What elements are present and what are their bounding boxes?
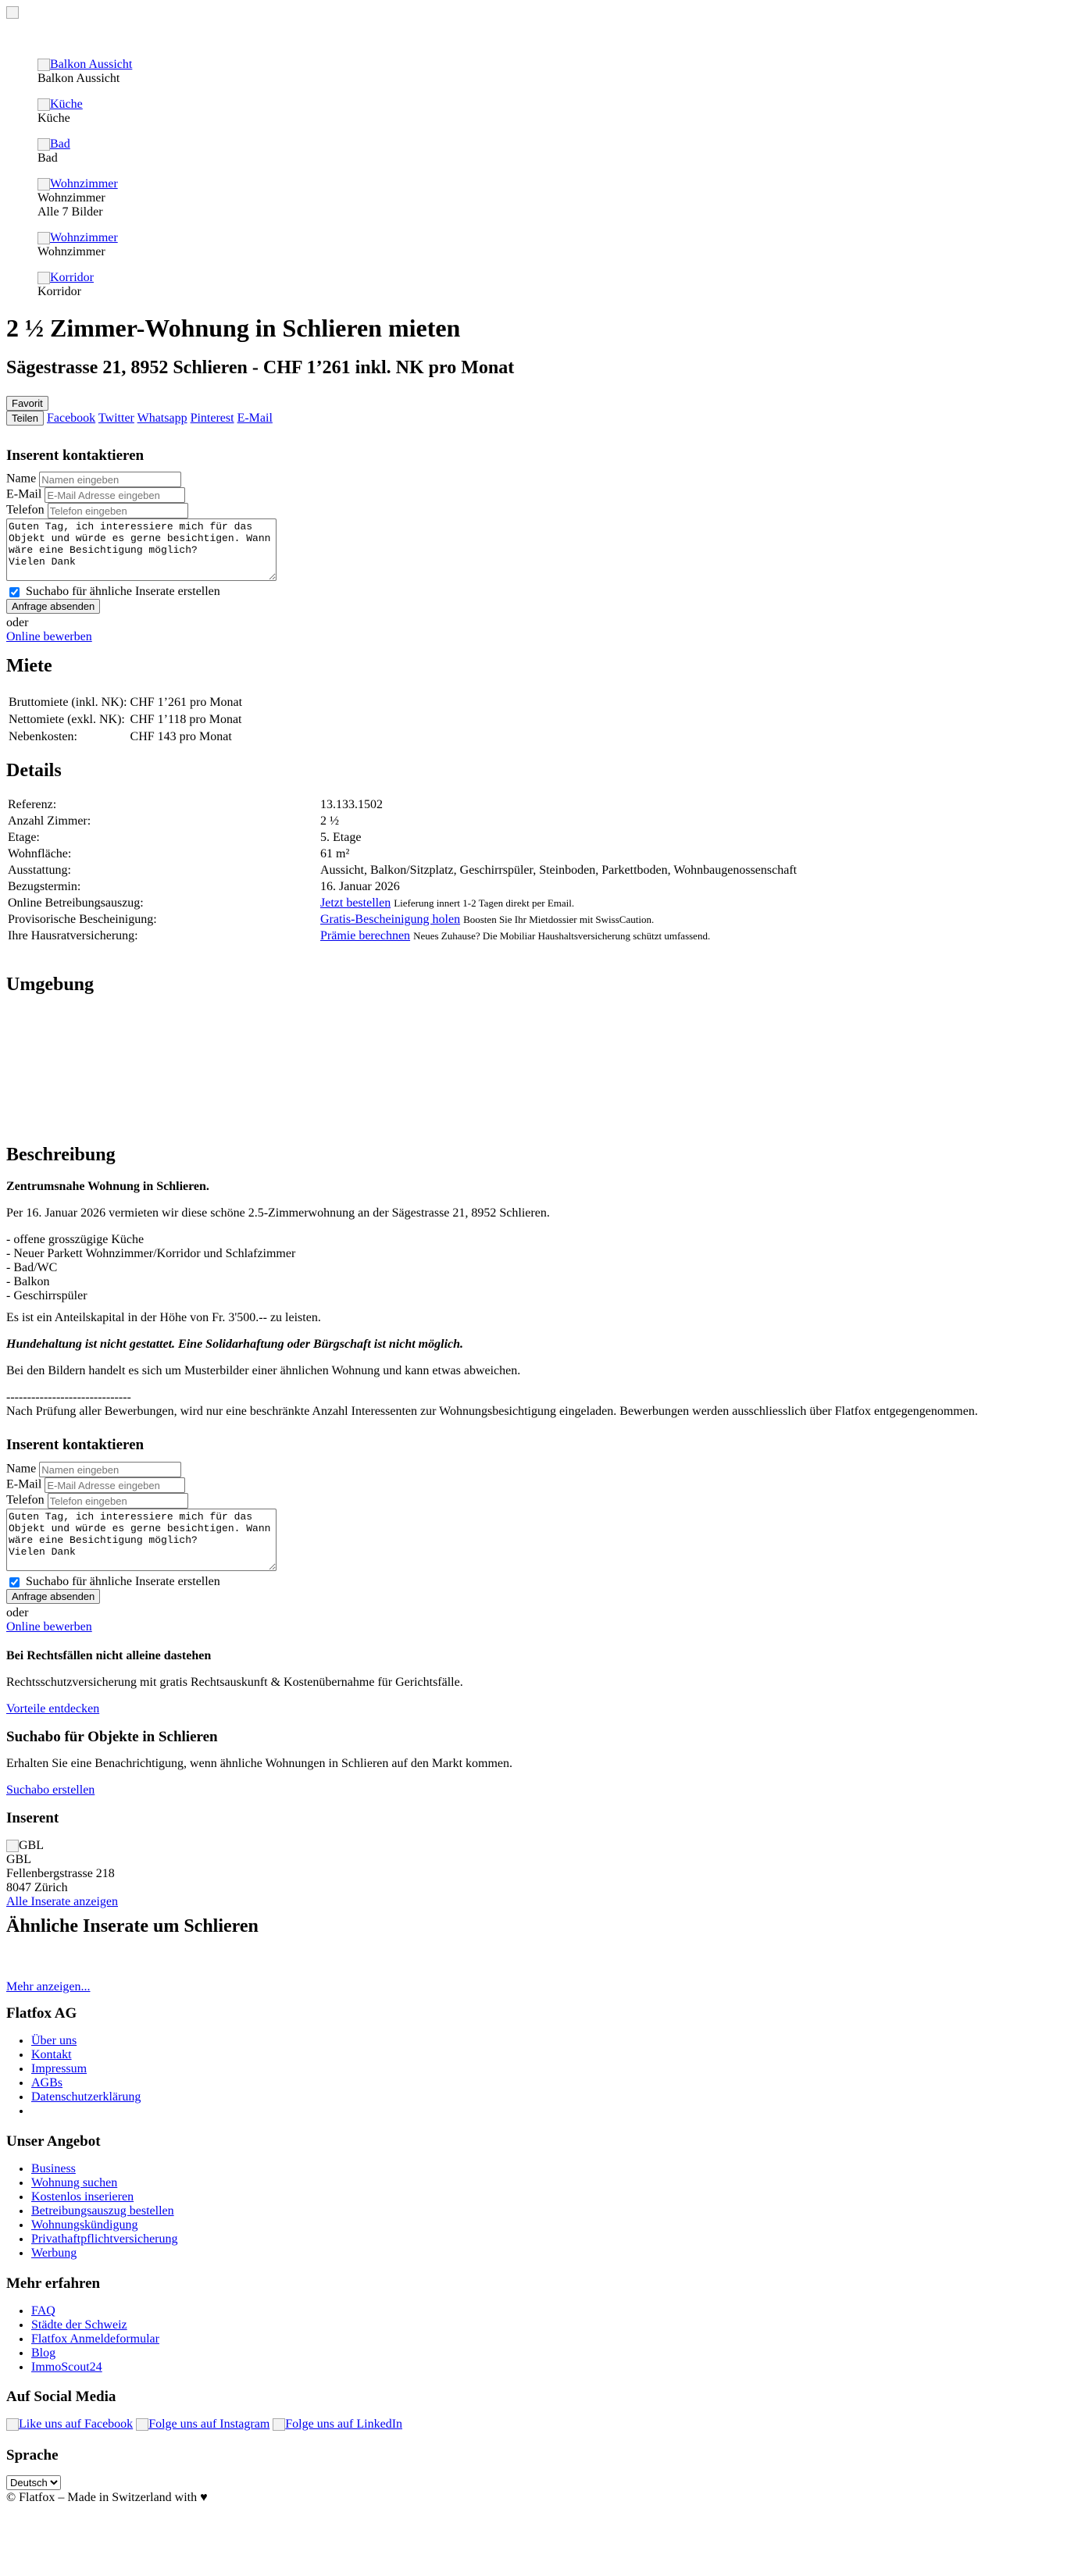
detail-label: Wohnfläche: [8, 847, 72, 860]
share-pinterest-link[interactable]: Pinterest [190, 412, 234, 425]
gallery-link[interactable] [37, 137, 70, 151]
detail-label: Provisorische Bescheinigung: [8, 913, 157, 926]
submit-row [6, 599, 100, 614]
detail-value [320, 929, 710, 943]
name-row [6, 472, 181, 487]
list-item [31, 2218, 178, 2232]
details-heading: Details [6, 761, 62, 781]
search-alert-text: Erhalten Sie eine Benachrichtigung, wenn ähnliche Wohnungen in Schlieren auf den Markt kommen. [6, 1757, 513, 1770]
list-item: - Bad/WC [6, 1261, 58, 1274]
email-row [6, 1477, 185, 1493]
table-row [8, 695, 243, 711]
list-item [31, 2090, 141, 2104]
share-email-link[interactable]: E-Mail [237, 412, 273, 425]
facebook-label: Like uns auf Facebook [19, 2417, 134, 2431]
phone-row [6, 503, 188, 518]
footer-learn-heading: Mehr erfahren [6, 2275, 101, 2292]
table-row [8, 712, 243, 728]
rent-label: Bruttomiete (inkl. NK): [9, 696, 127, 709]
list-item [31, 2176, 178, 2190]
photo-icon [37, 232, 50, 244]
table-row [8, 729, 243, 745]
rent-table [6, 693, 244, 746]
name-row [6, 1462, 181, 1477]
rent-heading: Miete [6, 656, 52, 676]
gallery-caption: Balkon Aussicht [37, 72, 120, 85]
advertising-link[interactable]: Werbung [31, 2246, 77, 2260]
search-apartment-link[interactable]: Wohnung suchen [31, 2176, 118, 2189]
similar-heading: Ähnliche Inserate um Schlieren [6, 1916, 259, 1936]
termination-link[interactable]: Wohnungskündigung [31, 2218, 138, 2232]
footer-offer-heading: Unser Angebot [6, 2133, 101, 2150]
description-features [6, 1233, 295, 1303]
submit-inquiry-button[interactable]: Anfrage absenden [6, 1589, 100, 1604]
phone-input[interactable] [48, 1493, 188, 1509]
share-row [6, 411, 273, 426]
list-item: - Balkon [6, 1275, 50, 1288]
blog-link[interactable]: Blog [31, 2346, 56, 2360]
search-alert-checkbox[interactable] [9, 1577, 20, 1587]
gallery-caption: Wohnzimmer [37, 191, 105, 205]
gallery-link[interactable] [37, 98, 83, 111]
list-item [31, 2232, 178, 2246]
submit-row [6, 1589, 100, 1604]
list-item [31, 2048, 141, 2062]
description-heading: Beschreibung [6, 1145, 116, 1165]
gallery-alt: Wohnzimmer [50, 231, 118, 244]
share-button[interactable]: Teilen [6, 411, 44, 426]
share-facebook-link[interactable]: Facebook [46, 412, 96, 425]
liability-insurance-link[interactable]: Privathaftpflichtversicherung [31, 2232, 178, 2246]
rent-value: CHF 1’118 pro Monat [130, 713, 242, 726]
surroundings-heading: Umgebung [6, 974, 95, 995]
detail-note: Lieferung innert 1-2 Tagen direkt per Email. [394, 897, 575, 909]
legal-text: Rechtsschutzversicherung mit gratis Rechtsauskunft & Kostenübernahme für Gerichtsfälle. [6, 1676, 463, 1689]
order-debt-extract-link[interactable]: Jetzt bestellen [320, 896, 391, 910]
submit-inquiry-button[interactable]: Anfrage absenden [6, 599, 100, 614]
list-item: - offene grosszügige Küche [6, 1233, 145, 1246]
photo-icon [6, 1840, 19, 1852]
detail-value [320, 913, 654, 927]
email-label: E-Mail [6, 1477, 42, 1491]
signup-form-link[interactable]: Flatfox Anmeldeformular [31, 2332, 159, 2346]
facebook-icon [6, 2418, 19, 2431]
apply-online-link[interactable]: Online bewerben [6, 630, 92, 643]
name-label: Name [6, 1462, 37, 1476]
faq-link[interactable]: FAQ [31, 2304, 55, 2318]
instagram-link[interactable] [136, 2417, 269, 2431]
detail-value: 2 ½ [320, 814, 339, 828]
description-notice: Hundehaltung ist nicht gestattet. Eine Solidarhaftung oder Bürgschaft ist nicht möglich. [6, 1338, 464, 1351]
share-twitter-link[interactable]: Twitter [98, 412, 134, 425]
gallery-link[interactable] [37, 58, 132, 71]
gallery-item[interactable] [37, 271, 94, 299]
advertiser-heading: Inserent [6, 1810, 59, 1826]
gallery-item[interactable] [37, 137, 70, 166]
gallery-link[interactable] [37, 177, 118, 191]
detail-label: Ausstattung: [8, 864, 71, 877]
contact-heading: Inserent kontaktieren [6, 447, 145, 464]
message-textarea[interactable] [6, 1509, 277, 1571]
list-item [31, 2304, 159, 2318]
email-input[interactable] [45, 1477, 185, 1493]
gallery-alt: Bad [50, 137, 70, 151]
gallery-item[interactable] [37, 231, 118, 259]
all-listings-link[interactable]: Alle Inserate anzeigen [6, 1895, 119, 1908]
list-item [31, 2346, 159, 2360]
copyright: © Flatfox – Made in Switzerland with ♥ [6, 2491, 208, 2504]
phone-input[interactable] [48, 503, 188, 518]
free-certificate-link[interactable]: Gratis-Bescheinigung holen [320, 913, 461, 926]
create-search-alert-link[interactable]: Suchabo erstellen [6, 1783, 95, 1797]
search-alert-checkbox[interactable] [9, 587, 20, 597]
language-row [6, 2475, 61, 2490]
gallery-alt: Wohnzimmer [50, 177, 118, 191]
gallery-alt: Küche [50, 98, 83, 111]
detail-label: Referenz: [8, 798, 57, 811]
legal-benefits-link[interactable]: Vorteile entdecken [6, 1702, 100, 1716]
cities-link[interactable]: Städte der Schweiz [31, 2318, 127, 2332]
footer-company-list [0, 2034, 141, 2118]
gallery-link[interactable] [37, 231, 118, 244]
photo-icon [37, 138, 50, 151]
or-separator: oder [6, 616, 29, 629]
email-label: E-Mail [6, 487, 42, 501]
gallery-caption: Bad [37, 151, 58, 165]
share-whatsapp-link[interactable]: Whatsapp [137, 412, 187, 425]
detail-value: 16. Januar 2026 [320, 880, 400, 893]
listing-subtitle: Sägestrasse 21, 8952 Schlieren - CHF 1’261 inkl. NK pro Monat [6, 358, 515, 378]
advertiser-logo [6, 1839, 118, 1853]
linkedin-icon [273, 2418, 285, 2431]
name-input[interactable] [39, 1462, 181, 1477]
list-item [31, 2332, 159, 2346]
free-listing-link[interactable]: Kostenlos inserieren [31, 2190, 134, 2204]
advertiser-street: Fellenbergstrasse 218 [6, 1867, 115, 1880]
description-intro: Per 16. Januar 2026 vermieten wir diese schöne 2.5-Zimmerwohnung an der Sägestrasse 21, 8952 Schlieren. [6, 1206, 550, 1220]
advertiser-city: 8047 Zürich [6, 1881, 68, 1894]
gallery-caption: Küche [37, 112, 70, 125]
instagram-icon [136, 2418, 148, 2431]
search-alert-label[interactable]: Suchabo für ähnliche Inserate erstellen [26, 585, 220, 598]
list-item: - Geschirrspüler [6, 1289, 87, 1302]
show-more-link[interactable]: Mehr anzeigen... [6, 1980, 91, 1993]
gallery-caption: Korridor [37, 285, 81, 298]
list-item [31, 2104, 141, 2118]
detail-note: Boosten Sie Ihr Mietdossier mit SwissCaution. [463, 914, 655, 925]
advertiser-name: GBL [6, 1853, 31, 1866]
photo-icon [37, 98, 50, 111]
detail-value: 61 m² [320, 847, 350, 860]
social-links [6, 2417, 402, 2432]
rent-value: CHF 1’261 pro Monat [130, 696, 243, 709]
list-item [31, 2204, 178, 2218]
page-title: 2 ½ Zimmer-Wohnung in Schlieren mieten [6, 314, 461, 342]
map-area[interactable] [6, 1003, 1061, 1136]
photo-icon [37, 272, 50, 284]
footer-company-heading: Flatfox AG [6, 2005, 77, 2022]
linkedin-label: Folge uns auf LinkedIn [285, 2417, 403, 2431]
detail-label: Etage: [8, 831, 40, 844]
gallery-item[interactable] [37, 177, 118, 219]
description-separator: ------------------------------ [6, 1391, 131, 1404]
list-item [31, 2076, 141, 2090]
search-alert-label[interactable]: Suchabo für ähnliche Inserate erstellen [26, 1575, 220, 1588]
detail-value: 5. Etage [320, 831, 362, 844]
footer-learn-list [0, 2304, 159, 2375]
name-label: Name [6, 472, 37, 486]
gallery-alt: Korridor [50, 271, 94, 284]
contact-link[interactable]: Kontakt [31, 2048, 72, 2061]
legal-heading: Bei Rechtsfällen nicht alleine dastehen [6, 1649, 212, 1662]
business-link[interactable]: Business [31, 2162, 76, 2175]
footer-offer-list [0, 2162, 178, 2261]
gallery-caption: Wohnzimmer [37, 245, 105, 258]
rent-label: Nebenkosten: [9, 730, 77, 743]
rent-value: CHF 143 pro Monat [130, 730, 232, 743]
email-input[interactable] [45, 487, 185, 503]
imprint-link[interactable]: Impressum [31, 2062, 87, 2075]
list-item: - Neuer Parkett Wohnzimmer/Korridor und Schlafzimmer [6, 1247, 296, 1260]
detail-value: Aussicht, Balkon/Sitzplatz, Geschirrspüler, Steinboden, Parkettboden, Wohnbaugenossenschaft [320, 864, 798, 877]
gallery-link[interactable] [37, 271, 94, 284]
debt-extract-link[interactable]: Betreibungsauszug bestellen [31, 2204, 174, 2218]
description-capital: Es ist ein Anteilskapital in der Höhe von Fr. 3'500.-- zu leisten. [6, 1311, 321, 1324]
search-alert-heading: Suchabo für Objekte in Schlieren [6, 1729, 218, 1745]
favorite-button[interactable]: Favorit [6, 396, 48, 411]
about-link[interactable]: Über uns [31, 2034, 77, 2047]
list-item [31, 2062, 141, 2076]
description-process: Nach Prüfung aller Bewerbungen, wird nur eine beschränkte Anzahl Interessenten zur Wohnungsbesichtigung eingeladen. Bewerbungen werden ausschliesslich über Flatfox entgegengenommen. [6, 1405, 978, 1418]
privacy-link[interactable]: Datenschutzerklärung [31, 2090, 141, 2104]
footer-language-heading: Sprache [6, 2447, 59, 2464]
photo-icon [37, 178, 50, 191]
all-photos-label[interactable]: Alle 7 Bilder [37, 205, 103, 219]
list-item [31, 2318, 159, 2332]
contact-heading: Inserent kontaktieren [6, 1437, 145, 1453]
footer-social-heading: Auf Social Media [6, 2389, 116, 2405]
terms-link[interactable]: AGBs [31, 2076, 63, 2090]
list-item [31, 2360, 159, 2375]
email-row [6, 487, 185, 503]
name-input[interactable] [39, 472, 181, 487]
apply-online-link[interactable]: Online bewerben [6, 1620, 92, 1634]
list-item [31, 2162, 178, 2176]
gallery-item[interactable] [37, 98, 83, 126]
phone-label: Telefon [6, 503, 45, 517]
rent-label: Nettomiete (exkl. NK): [9, 713, 125, 726]
detail-value [320, 896, 574, 910]
list-item [31, 2034, 141, 2048]
phone-label: Telefon [6, 1493, 45, 1507]
search-alert-row [6, 585, 220, 599]
linkedin-link[interactable] [273, 2417, 402, 2431]
list-item [31, 2246, 178, 2261]
photo-icon [37, 59, 50, 71]
detail-label: Ihre Hausratversicherung: [8, 929, 138, 942]
detail-label: Online Betreibungsauszug: [8, 896, 144, 910]
gallery-item[interactable] [37, 58, 132, 86]
detail-label: Anzahl Zimmer: [8, 814, 91, 828]
description-lead: Zentrumsnahe Wohnung in Schlieren. [6, 1180, 209, 1193]
immoscout-link[interactable]: ImmoScout24 [31, 2360, 102, 2374]
gallery-alt: Balkon Aussicht [50, 58, 133, 71]
or-separator: oder [6, 1606, 29, 1619]
list-item [31, 2190, 178, 2204]
facebook-link[interactable] [6, 2417, 133, 2431]
language-select[interactable] [6, 2475, 61, 2490]
favorite-row [6, 396, 48, 411]
advertiser-card [6, 1839, 118, 1909]
detail-note: Neues Zuhause? Die Mobiliar Haushaltsversicherung schützt umfassend. [413, 930, 711, 942]
description-images-note: Bei den Bildern handelt es sich um Musterbilder einer ähnlichen Wohnung und kann etwas abweichen. [6, 1364, 521, 1377]
detail-value: 13.133.1502 [320, 798, 383, 811]
search-alert-row [6, 1575, 220, 1589]
advertiser-logo-alt: GBL [19, 1839, 44, 1852]
detail-label: Bezugstermin: [8, 880, 81, 893]
calculate-premium-link[interactable]: Prämie berechnen [320, 929, 411, 942]
message-textarea[interactable] [6, 518, 277, 581]
instagram-label: Folge uns auf Instagram [148, 2417, 270, 2431]
phone-row [6, 1493, 188, 1509]
hero-image [6, 6, 19, 19]
